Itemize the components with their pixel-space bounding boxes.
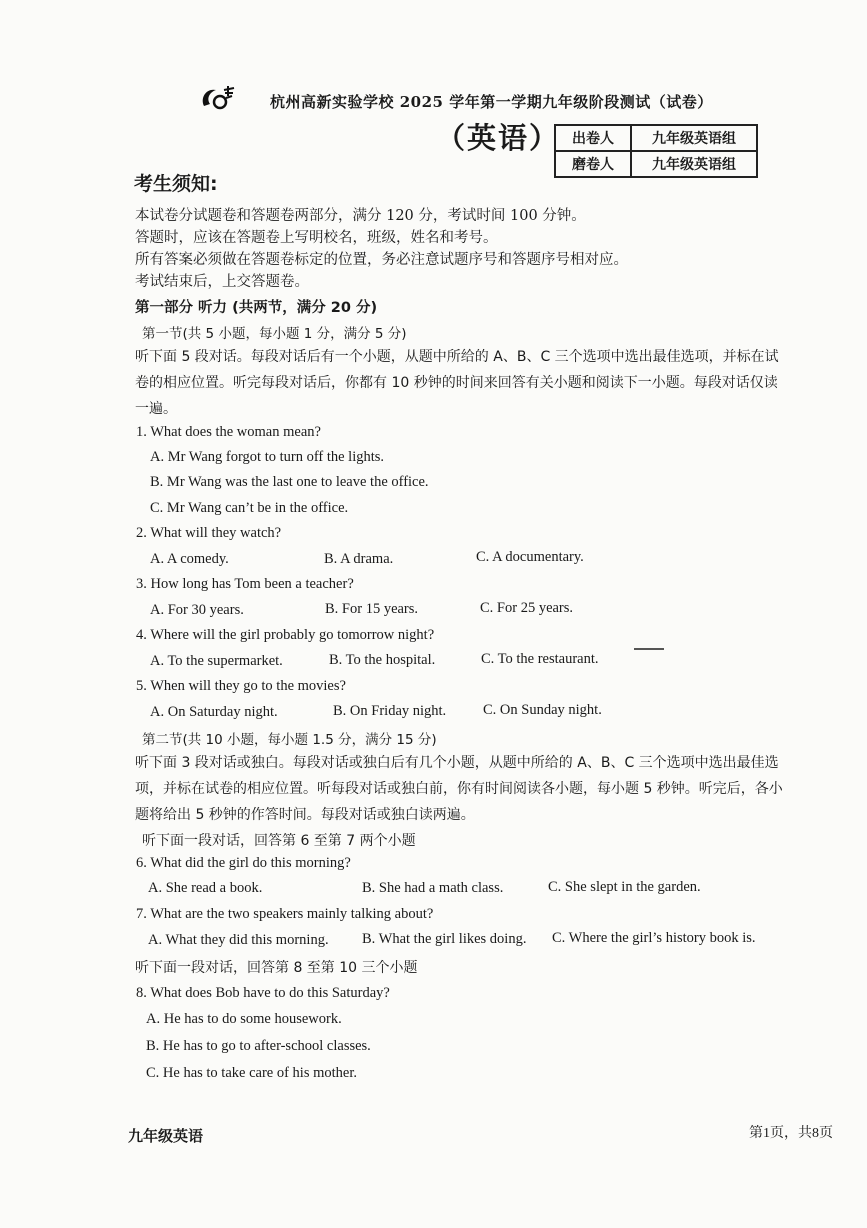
q2-option-b: B. A drama. — [324, 551, 394, 567]
notice-line: 考试结束后，上交答题卷。 — [135, 274, 309, 290]
table-cell: 磨卷人 — [555, 151, 631, 177]
q3-option-b: B. For 15 years. — [325, 601, 419, 617]
question-5: 5. When will they go to the movies? — [136, 678, 346, 694]
notice-line: 本试卷分试题卷和答题卷两部分，满分 120 分，考试时间 100 分钟。 — [135, 208, 586, 224]
dialogue-heading: 听下面一段对话，回答第 8 至第 10 三个小题 — [135, 960, 418, 976]
notice-line: 答题时，应该在答题卷上写明校名，班级，姓名和考号。 — [135, 230, 498, 246]
question-7: 7. What are the two speakers mainly talking about? — [136, 906, 434, 922]
q1-option-b: B. Mr Wang was the last one to leave the office. — [150, 474, 429, 490]
q2-option-c: C. A documentary. — [476, 549, 584, 565]
table-cell: 出卷人 — [555, 125, 631, 151]
section1-title: 第一节(共 5 小题，每小题 1 分，满分 5 分) — [142, 326, 407, 342]
q2-option-a: A. A comedy. — [150, 551, 229, 567]
section1-instruction: 一遍。 — [135, 401, 177, 417]
section2-title: 第二节(共 10 小题，每小题 1.5 分，满分 15 分) — [142, 732, 437, 748]
section2-instruction: 题将给出 5 秒钟的作答时间。每段对话或独白读两遍。 — [135, 807, 475, 823]
question-1: 1. What does the woman mean? — [136, 424, 321, 440]
q4-option-c: C. To the restaurant. — [481, 651, 599, 667]
section2-instruction: 项，并标在试卷的相应位置。听每段对话或独白前，你有时间阅读各小题，每小题 5 秒钟。听完后，各小 — [135, 781, 783, 797]
q4-option-a: A. To the supermarket. — [150, 653, 283, 669]
section1-instruction: 听下面 5 段对话。每段对话后有一个小题，从题中所给的 A、B、C 三个选项中选出最佳选项，并标在试 — [135, 349, 779, 365]
q6-option-c: C. She slept in the garden. — [548, 879, 701, 895]
table-row — [555, 125, 757, 151]
q3-option-c: C. For 25 years. — [480, 600, 574, 616]
q7-option-a: A. What they did this morning. — [148, 932, 329, 948]
dialogue-heading: 听下面一段对话，回答第 6 至第 7 两个小题 — [142, 833, 416, 849]
question-8: 8. What does Bob have to do this Saturday? — [136, 985, 390, 1001]
q1-option-a: A. Mr Wang forgot to turn off the lights. — [150, 449, 385, 465]
q5-option-a: A. On Saturday night. — [150, 704, 278, 720]
q3-option-a: A. For 30 years. — [150, 602, 244, 618]
section1-instruction: 卷的相应位置。听完每段对话后，你都有 10 秒钟的时间来回答有关小题和阅读下一小题。每段对话仅读 — [135, 375, 778, 391]
q7-option-b: B. What the girl likes doing. — [362, 931, 527, 947]
table-cell: 九年级英语组 — [631, 151, 757, 177]
subject-title: （英语） — [436, 121, 561, 155]
q1-option-c: C. Mr Wang can’t be in the office. — [150, 500, 349, 516]
q7-option-c: C. Where the girl’s history book is. — [552, 930, 756, 946]
school-title: 杭州高新实验学校 2025 学年第一学期九年级阶段测试（试卷） — [270, 93, 713, 111]
table-cell: 九年级英语组 — [631, 125, 757, 151]
scan-mark — [634, 648, 664, 650]
question-4: 4. Where will the girl probably go tomorrow night? — [136, 627, 435, 643]
notice-title: 考生须知: — [134, 173, 218, 195]
q8-option-c: C. He has to take care of his mother. — [146, 1065, 357, 1081]
question-6: 6. What did the girl do this morning? — [136, 855, 351, 871]
q4-option-b: B. To the hospital. — [329, 652, 436, 668]
question-3: 3. How long has Tom been a teacher? — [136, 576, 354, 592]
page-number: 第1页，共8页 — [749, 1126, 833, 1141]
part1-title: 第一部分 听力 (共两节，满分 20 分) — [135, 300, 378, 316]
question-2: 2. What will they watch? — [136, 525, 282, 541]
q6-option-a: A. She read a book. — [148, 880, 263, 896]
q8-option-b: B. He has to go to after-school classes. — [146, 1038, 371, 1054]
section2-instruction: 听下面 3 段对话或独白。每段对话或独白后有几个小题，从题中所给的 A、B、C 三个选项中选出最佳选 — [135, 755, 779, 771]
footer-subject: 九年级英语 — [128, 1127, 204, 1145]
q5-option-c: C. On Sunday night. — [483, 702, 602, 718]
q5-option-b: B. On Friday night. — [333, 703, 447, 719]
q6-option-b: B. She had a math class. — [362, 880, 504, 896]
author-info-table — [554, 124, 758, 178]
notice-line: 所有答案必须做在答题卷标定的位置，务必注意试题序号和答题序号相对应。 — [135, 252, 628, 268]
q8-option-a: A. He has to do some housework. — [146, 1011, 342, 1027]
school-logo — [198, 84, 238, 114]
table-row — [555, 151, 757, 177]
